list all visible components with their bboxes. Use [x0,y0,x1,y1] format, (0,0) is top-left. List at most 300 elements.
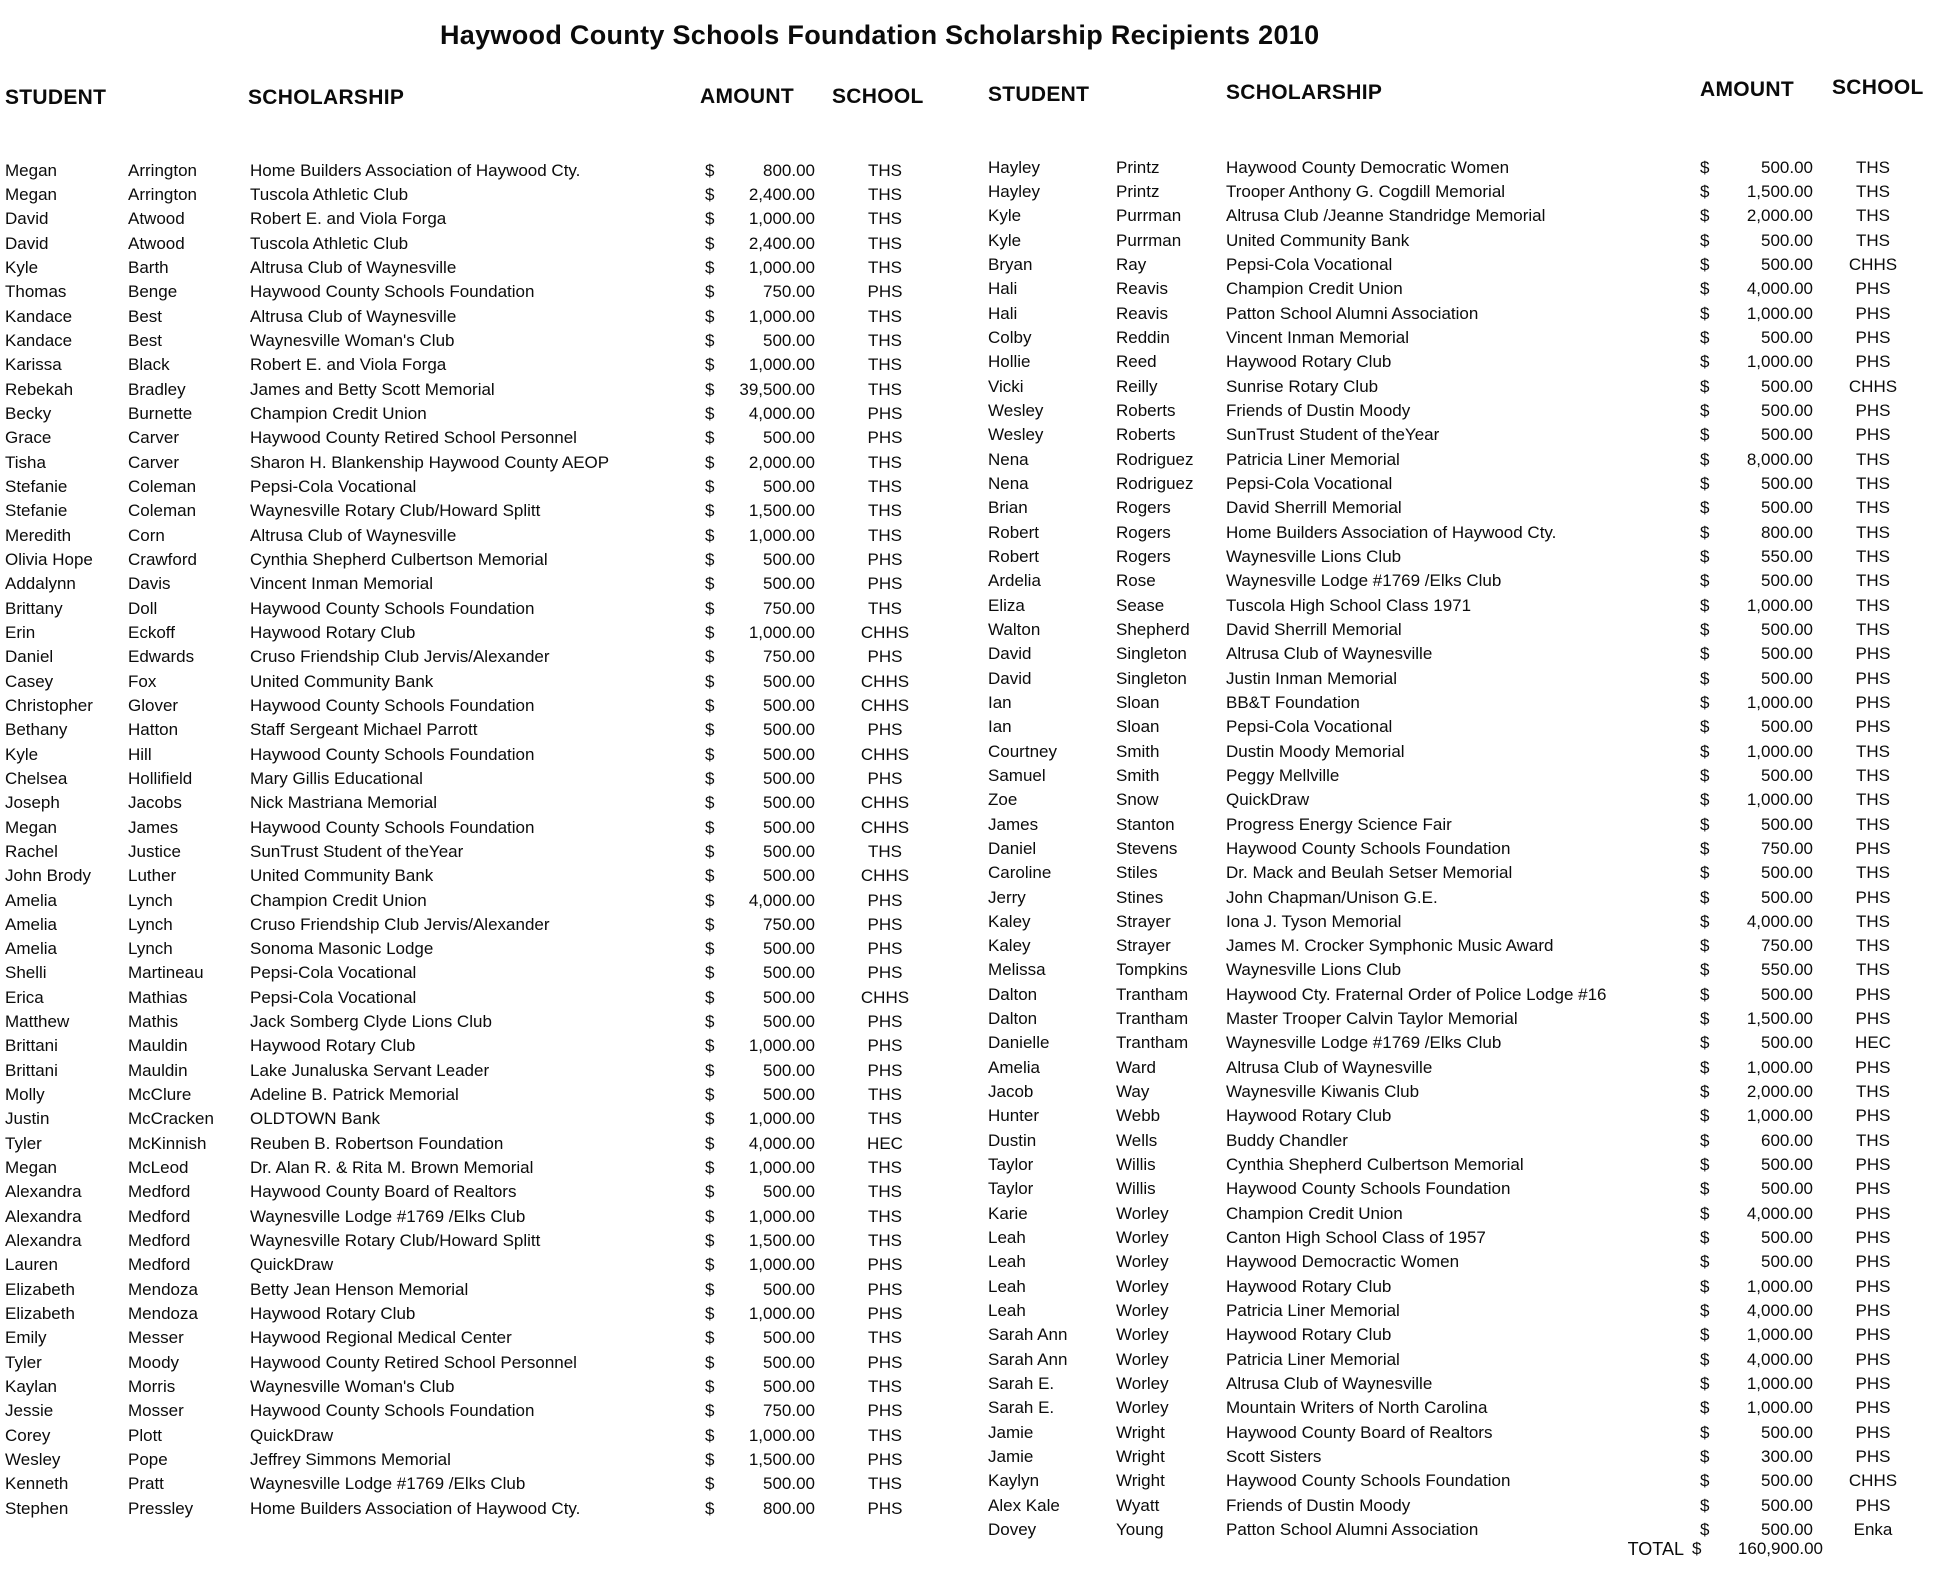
scholarship-name: Pepsi-Cola Vocational [250,476,417,496]
table-row [5,572,955,596]
student-first-name: Kyle [988,230,1022,250]
student-first-name: Leah [988,1301,1026,1321]
amount-value: 500.00 [763,1352,815,1372]
currency-symbol: $ [705,1085,715,1105]
currency-symbol: $ [705,890,715,910]
school-code: THS [1856,741,1890,761]
scholarship-name: Waynesville Lodge #1769 /Elks Club [250,1206,526,1226]
table-row [5,280,955,304]
student-first-name: Emily [5,1328,47,1348]
scholarship-name: Cruso Friendship Club Jervis/Alexander [250,914,550,934]
student-first-name: Addalynn [5,574,76,594]
student-first-name: Grace [5,428,52,448]
school-code: PHS [867,282,903,302]
table-row [988,179,1933,203]
scholarship-name: Haywood Rotary Club [250,622,416,642]
school-code: PHS [867,1304,903,1324]
amount-value: 500.00 [1761,327,1813,347]
student-last-name: Sease [1116,595,1165,615]
amount-value: 1,000.00 [748,1206,815,1226]
table-row [5,1374,955,1398]
student-first-name: Brittani [5,1036,58,1056]
table-row [988,982,1933,1006]
currency-symbol: $ [705,622,715,642]
table-row [988,569,1933,593]
scholarship-name: Waynesville Lions Club [1226,546,1402,566]
currency-symbol: $ [705,1279,715,1299]
table-row [988,1006,1933,1030]
scholarship-name: Cynthia Shepherd Culbertson Memorial [250,549,548,569]
currency-symbol: $ [705,549,715,569]
school-code: PHS [1855,352,1891,372]
scholarship-name: Haywood County Retired School Personnel [250,1352,577,1372]
student-last-name: Reddin [1116,327,1170,347]
scholarship-name: Adeline B. Patrick Memorial [250,1085,459,1105]
school-code: THS [868,1377,902,1397]
amount-value: 1,000.00 [748,355,815,375]
school-code: THS [868,184,902,204]
scholarship-name: United Community Bank [1226,230,1410,250]
scholarship-name: Home Builders Association of Haywood Cty. [250,160,581,180]
school-code: PHS [1855,984,1891,1004]
table-row [5,1155,955,1179]
scholarship-name: Vincent Inman Memorial [250,574,433,594]
student-last-name: Worley [1116,1276,1169,1296]
scholarship-name: Altrusa Club of Waynesville [250,525,457,545]
school-code: PHS [867,549,903,569]
currency-symbol: $ [705,184,715,204]
school-code: THS [1856,230,1890,250]
student-last-name: Carver [128,428,180,448]
right-header-school: SCHOOL [1832,76,1924,99]
scholarship-name: Patricia Liner Memorial [1226,449,1400,469]
table-row [5,1301,955,1325]
amount-value: 1,000.00 [1746,352,1813,372]
currency-symbol: $ [1700,1203,1710,1223]
amount-value: 500.00 [1761,425,1813,445]
student-last-name: Worley [1116,1203,1169,1223]
school-code: PHS [867,647,903,667]
student-last-name: Ray [1116,254,1147,274]
amount-value: 500.00 [763,1377,815,1397]
table-row [988,739,1933,763]
school-code: PHS [1855,1057,1891,1077]
amount-value: 2,000.00 [748,452,815,472]
scholarship-name: Reuben B. Robertson Foundation [250,1133,504,1153]
scholarship-name: Cynthia Shepherd Culbertson Memorial [1226,1155,1524,1175]
amount-value: 500.00 [1761,157,1813,177]
student-first-name: Taylor [988,1179,1034,1199]
student-first-name: Ian [988,692,1012,712]
school-code: THS [1856,181,1890,201]
amount-value: 1,500.00 [748,1231,815,1251]
student-first-name: Daniel [5,647,54,667]
scholarship-name: Haywood County Democratic Women [1226,157,1510,177]
table-row [988,520,1933,544]
student-first-name: Justin [5,1109,50,1129]
student-last-name: Roberts [1116,400,1176,420]
currency-symbol: $ [705,695,715,715]
total-currency-symbol: $ [1692,1539,1702,1558]
currency-symbol: $ [1700,400,1710,420]
amount-value: 500.00 [1761,1422,1813,1442]
table-row [5,791,955,815]
amount-value: 500.00 [1761,230,1813,250]
amount-value: 500.00 [1761,1495,1813,1515]
scholarship-name: David Sherrill Memorial [1226,619,1402,639]
student-last-name: Young [1116,1520,1164,1540]
currency-symbol: $ [705,209,715,229]
scholarship-name: Mountain Writers of North Carolina [1226,1398,1488,1418]
currency-symbol: $ [705,1182,715,1202]
amount-value: 1,000.00 [748,622,815,642]
school-code: CHHS [860,987,910,1007]
student-first-name: Kaylan [5,1377,57,1397]
school-code: CHHS [1848,376,1898,396]
school-code: CHHS [860,744,910,764]
school-code: THS [1856,498,1890,518]
student-first-name: Corey [5,1425,51,1445]
scholarship-name: Altrusa Club of Waynesville [250,306,457,326]
school-code: PHS [1855,644,1891,664]
table-row [5,645,955,669]
currency-symbol: $ [1700,644,1710,664]
student-last-name: Printz [1116,181,1160,201]
student-last-name: Pressley [128,1498,194,1518]
student-first-name: Kyle [5,744,39,764]
currency-symbol: $ [1700,1349,1710,1369]
amount-value: 1,000.00 [1746,1325,1813,1345]
student-last-name: Mosser [128,1401,184,1421]
student-first-name: Hollie [988,352,1031,372]
currency-symbol: $ [1700,571,1710,591]
amount-value: 2,000.00 [1746,1082,1813,1102]
table-row [5,158,955,182]
table-row [5,693,955,717]
table-row [5,815,955,839]
school-code: PHS [867,1255,903,1275]
student-first-name: Sarah E. [988,1374,1055,1394]
table-row [988,1055,1933,1079]
amount-value: 500.00 [763,866,815,886]
currency-symbol: $ [1700,1130,1710,1150]
currency-symbol: $ [1700,1252,1710,1272]
table-row [988,1177,1933,1201]
student-last-name: Snow [1116,790,1159,810]
table-row [988,228,1933,252]
student-first-name: Rachel [5,841,58,861]
table-row [988,1420,1933,1444]
student-first-name: Erin [5,622,36,642]
currency-symbol: $ [705,403,715,423]
scholarship-name: SunTrust Student of theYear [250,841,464,861]
currency-symbol: $ [1700,1033,1710,1053]
table-row [988,544,1933,568]
student-first-name: Kenneth [5,1474,69,1494]
student-last-name: Wright [1116,1422,1165,1442]
school-code: CHHS [860,793,910,813]
student-last-name: Jacobs [128,793,182,813]
student-last-name: Pratt [128,1474,164,1494]
scholarship-name: Betty Jean Henson Memorial [250,1279,469,1299]
student-first-name: Danielle [988,1033,1050,1053]
scholarship-name: Waynesville Rotary Club/Howard Splitt [250,501,541,521]
amount-value: 1,000.00 [1746,595,1813,615]
table-row [5,937,955,961]
amount-value: 550.00 [1761,546,1813,566]
table-row [988,1347,1933,1371]
amount-value: 500.00 [763,695,815,715]
currency-symbol: $ [1700,1495,1710,1515]
currency-symbol: $ [705,1352,715,1372]
school-code: THS [868,1425,902,1445]
amount-value: 500.00 [1761,887,1813,907]
student-last-name: Worley [1116,1398,1169,1418]
scholarship-name: Justin Inman Memorial [1226,668,1398,688]
amount-value: 1,500.00 [1746,1009,1813,1029]
school-code: THS [1856,619,1890,639]
table-row [5,426,955,450]
school-code: PHS [1855,425,1891,445]
scholarship-name: Pepsi-Cola Vocational [250,987,417,1007]
student-last-name: Printz [1116,157,1160,177]
currency-symbol: $ [1700,1179,1710,1199]
student-last-name: Wyatt [1116,1495,1160,1515]
school-code: THS [868,476,902,496]
table-row [5,888,955,912]
school-code: THS [1856,790,1890,810]
amount-value: 500.00 [1761,473,1813,493]
currency-symbol: $ [1700,157,1710,177]
table-row [988,496,1933,520]
student-last-name: Mauldin [128,1060,188,1080]
student-last-name: Worley [1116,1325,1169,1345]
student-first-name: Alex Kale [988,1495,1060,1515]
student-first-name: Joseph [5,793,60,813]
amount-value: 500.00 [763,574,815,594]
total-amount: 160,900.00 [1737,1539,1823,1558]
amount-value: 500.00 [763,671,815,691]
currency-symbol: $ [705,1377,715,1397]
school-code: PHS [1855,1155,1891,1175]
amount-value: 500.00 [763,744,815,764]
student-first-name: Daniel [988,838,1037,858]
school-code: THS [868,209,902,229]
currency-symbol: $ [1700,1422,1710,1442]
table-row [988,715,1933,739]
currency-symbol: $ [1700,1009,1710,1029]
currency-symbol: $ [705,1133,715,1153]
amount-value: 500.00 [763,1085,815,1105]
student-first-name: Samuel [988,765,1046,785]
scholarship-name: Haywood County Schools Foundation [250,744,535,764]
table-row [988,301,1933,325]
currency-symbol: $ [1700,887,1710,907]
table-row [5,912,955,936]
scholarship-name: Waynesville Lions Club [1226,960,1402,980]
currency-symbol: $ [1700,181,1710,201]
school-code: THS [1856,157,1890,177]
school-code: THS [1856,595,1890,615]
table-row [988,471,1933,495]
school-code: THS [868,525,902,545]
school-code: THS [1856,473,1890,493]
scholarship-name: Robert E. and Viola Forga [250,355,447,375]
currency-symbol: $ [705,306,715,326]
student-first-name: Amelia [5,939,57,959]
table-row [5,1253,955,1277]
student-first-name: Walton [988,619,1041,639]
student-last-name: Wright [1116,1447,1165,1467]
student-last-name: Best [128,306,163,326]
currency-symbol: $ [705,1450,715,1470]
student-first-name: Jamie [988,1447,1034,1467]
table-row [5,401,955,425]
table-row [988,1444,1933,1468]
table-row [988,909,1933,933]
scholarship-name: SunTrust Student of theYear [1226,425,1440,445]
student-first-name: Kyle [988,206,1022,226]
student-first-name: Dovey [988,1520,1037,1540]
scholarship-name: Buddy Chandler [1226,1130,1348,1150]
amount-value: 1,000.00 [748,306,815,326]
amount-value: 750.00 [763,1401,815,1421]
amount-value: 1,000.00 [1746,741,1813,761]
student-last-name: Black [128,355,170,375]
amount-value: 500.00 [1761,498,1813,518]
student-last-name: Worley [1116,1349,1169,1369]
amount-value: 500.00 [1761,1228,1813,1248]
student-first-name: Kaley [988,911,1031,931]
table-row [988,1274,1933,1298]
scholarship-name: Home Builders Association of Haywood Cty. [250,1498,581,1518]
amount-value: 1,000.00 [1746,1276,1813,1296]
scholarship-name: Waynesville Rotary Club/Howard Splitt [250,1231,541,1251]
scholarship-name: Patton School Alumni Association [1226,1520,1479,1540]
school-code: THS [1856,960,1890,980]
school-code: THS [868,1328,902,1348]
school-code: PHS [1855,1495,1891,1515]
table-row [5,620,955,644]
school-code: THS [1856,911,1890,931]
student-first-name: Amelia [5,914,57,934]
student-last-name: McCracken [128,1109,214,1129]
scholarship-name: Progress Energy Science Fair [1226,814,1452,834]
student-first-name: Megan [5,1158,57,1178]
student-first-name: Brian [988,498,1028,518]
amount-value: 750.00 [763,282,815,302]
amount-value: 500.00 [763,549,815,569]
amount-value: 800.00 [1761,522,1813,542]
student-first-name: Hayley [988,181,1040,201]
currency-symbol: $ [1700,838,1710,858]
student-last-name: Wells [1116,1130,1158,1150]
school-code: THS [1856,449,1890,469]
student-first-name: Olivia Hope [5,549,93,569]
school-code: THS [868,306,902,326]
amount-value: 1,000.00 [748,1109,815,1129]
currency-symbol: $ [705,355,715,375]
table-row [988,763,1933,787]
scholarship-name: Sunrise Rotary Club [1226,376,1379,396]
scholarship-name: Canton High School Class of 1957 [1226,1228,1486,1248]
table-row [5,499,955,523]
scholarship-name: Pepsi-Cola Vocational [1226,717,1393,737]
currency-symbol: $ [705,768,715,788]
scholarship-name: Friends of Dustin Moody [1226,400,1411,420]
currency-symbol: $ [1700,473,1710,493]
student-last-name: Arrington [128,160,197,180]
currency-symbol: $ [1700,619,1710,639]
amount-value: 500.00 [763,330,815,350]
student-first-name: Kaylyn [988,1471,1040,1491]
student-first-name: Hali [988,279,1018,299]
scholarship-name: Haywood County Retired School Personnel [250,428,577,448]
amount-value: 500.00 [1761,400,1813,420]
student-last-name: Stanton [1116,814,1175,834]
student-first-name: Wesley [988,425,1044,445]
table-row [988,934,1933,958]
student-last-name: Ward [1116,1057,1156,1077]
right-header-amount: AMOUNT [1700,78,1794,101]
school-code: THS [868,379,902,399]
scholarship-name: Haywood County Schools Foundation [1226,1471,1511,1491]
scholarship-name: Scott Sisters [1226,1447,1322,1467]
student-first-name: Alexandra [5,1182,82,1202]
scholarship-name: Haywood County Board of Realtors [250,1182,517,1202]
student-first-name: Christopher [5,695,93,715]
student-last-name: Plott [128,1425,163,1445]
currency-symbol: $ [705,671,715,691]
table-row [988,1152,1933,1176]
table-row [988,666,1933,690]
school-code: PHS [1855,668,1891,688]
amount-value: 500.00 [1761,717,1813,737]
student-first-name: Tyler [5,1352,42,1372]
student-last-name: Rogers [1116,522,1171,542]
table-row [988,812,1933,836]
table-row [988,1250,1933,1274]
table-row [988,690,1933,714]
currency-symbol: $ [1700,546,1710,566]
scholarship-name: Staff Sergeant Michael Parrott [250,720,478,740]
student-last-name: Carver [128,452,180,472]
amount-value: 750.00 [763,598,815,618]
student-last-name: Worley [1116,1374,1169,1394]
student-last-name: Worley [1116,1301,1169,1321]
scholarship-name: Champion Credit Union [1226,279,1403,299]
student-last-name: McLeod [128,1158,189,1178]
table-row [988,1396,1933,1420]
student-first-name: Kyle [5,257,39,277]
currency-symbol: $ [1700,1057,1710,1077]
student-last-name: Arrington [128,184,197,204]
scholarship-name: Tuscola Athletic Club [250,184,409,204]
currency-symbol: $ [705,598,715,618]
table-row [988,1493,1933,1517]
amount-value: 500.00 [763,476,815,496]
student-first-name: Bethany [5,720,68,740]
school-code: Enka [1853,1520,1893,1540]
table-row [988,374,1933,398]
scholarship-name: OLDTOWN Bank [250,1109,381,1129]
school-code: PHS [867,720,903,740]
school-code: PHS [1855,1447,1891,1467]
table-row [5,255,955,279]
scholarship-name: Haywood Regional Medical Center [250,1328,512,1348]
scholarship-name: Haywood County Schools Foundation [250,817,535,837]
currency-symbol: $ [1700,741,1710,761]
